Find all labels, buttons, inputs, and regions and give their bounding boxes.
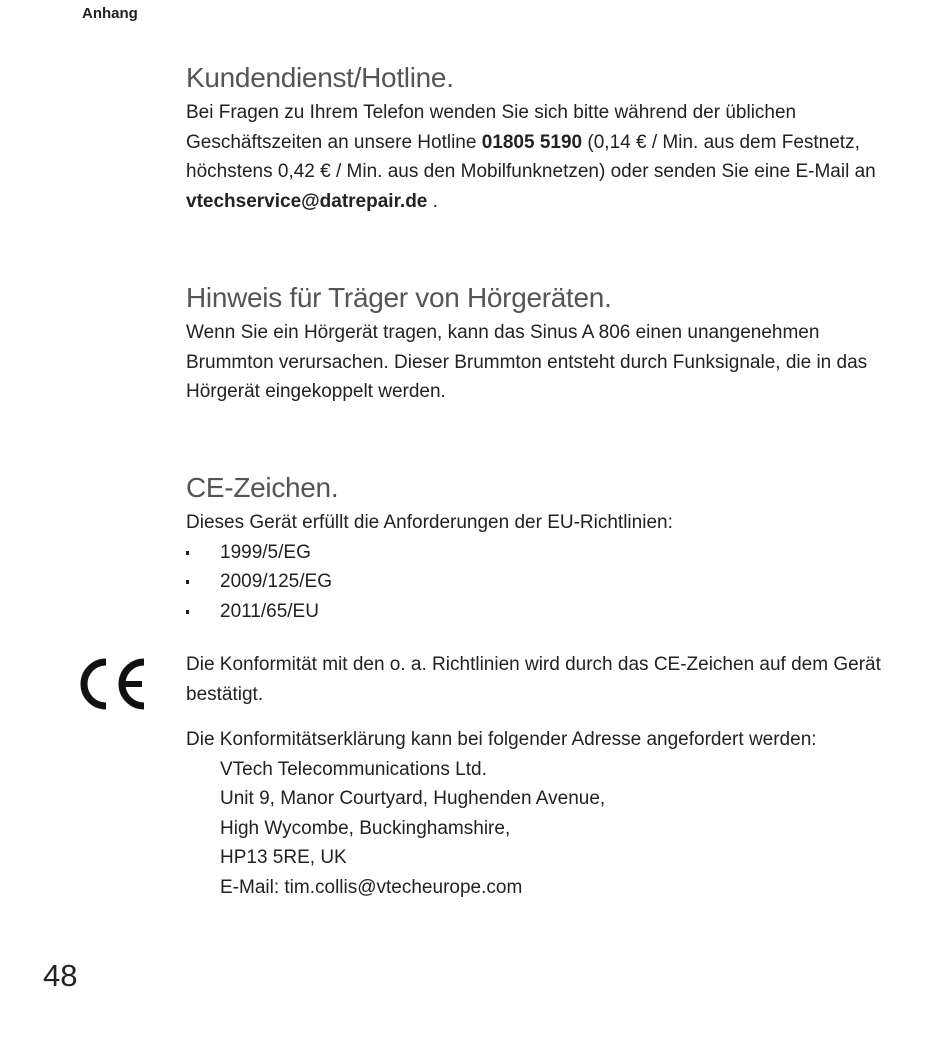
declaration-intro: Die Konformitätserklärung kann bei folgender Adresse angefordert werden:: [186, 729, 817, 750]
list-item: 2011/65/EU: [186, 597, 886, 627]
ce-intro: Dieses Gerät erfüllt die Anforderungen der EU-Richtlinien:: [186, 512, 673, 533]
address-line: E-Mail: tim.collis@vtecheurope.com: [220, 876, 523, 898]
address-block: [186, 755, 886, 903]
list-item: 2009/125/EG: [186, 567, 886, 597]
section-hotline: [186, 60, 886, 216]
ce-mark-icon: [78, 658, 150, 710]
bullet-icon: [186, 610, 189, 614]
running-head: Anhang: [82, 5, 138, 22]
hotline-text-1: Bei Fragen zu Ihrem Telefon wenden Sie sich bitte während der üblichen Geschäftszeiten an unsere Hotline: [186, 102, 797, 153]
section-title-hearing-aid: Hinweis für Träger von Hörgeräten.: [186, 282, 612, 313]
section-title-hotline: Kundendienst/Hotline.: [186, 62, 454, 93]
hotline-paragraph: [186, 98, 886, 216]
address-line: HP13 5RE, UK: [220, 847, 347, 868]
section-title-ce: CE-Zeichen.: [186, 472, 339, 503]
page-number: 48: [43, 958, 78, 993]
hotline-text-2: (0,14 € / Min. aus dem Festnetz, höchstens 0,42 € / Min. aus den Mobilfunknetzen) oder senden Sie eine E-Mail an: [186, 131, 876, 182]
directive-list: [186, 538, 886, 627]
address-line: VTech Telecommunications Ltd.: [220, 758, 487, 780]
hearing-aid-paragraph: Wenn Sie ein Hörgerät tragen, kann das Sinus A 806 einen unangenehmen Brummton verursachen. Dieser Brummton entsteht durch Funksignale, die in das Hörgerät eingekoppelt werden.: [186, 322, 868, 402]
declaration-block: [186, 725, 886, 902]
conformity-paragraph: Die Konformität mit den o. a. Richtlinien wird durch das CE-Zeichen auf dem Gerät bestätigt.: [186, 654, 881, 705]
section-ce: [186, 470, 886, 626]
bullet-icon: [186, 580, 189, 584]
hotline-email: vtechservice@datrepair.de: [186, 190, 428, 212]
hotline-text-3: .: [427, 190, 438, 212]
address-line: High Wycombe, Buckinghamshire,: [220, 817, 511, 839]
bullet-icon: [186, 551, 189, 555]
list-item: 1999/5/EG: [186, 538, 886, 568]
address-line: Unit 9, Manor Courtyard, Hughenden Avenue,: [220, 788, 606, 809]
section-hearing-aid: [186, 280, 886, 407]
hotline-phone-number: 01805 5190: [481, 131, 583, 153]
